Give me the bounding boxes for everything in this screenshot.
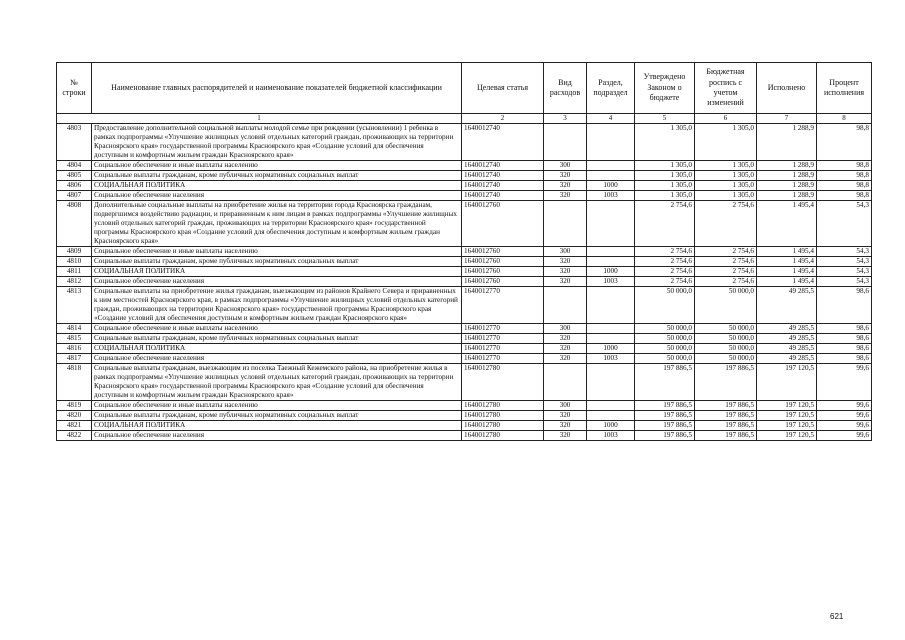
row-budget-schedule: 197 886,5 [695, 411, 757, 421]
row-number: 4819 [57, 401, 92, 411]
row-executed: 1 495,4 [757, 201, 817, 247]
row-target-article: 1640012770 [462, 344, 544, 354]
row-number: 4808 [57, 201, 92, 247]
row-section [587, 287, 635, 324]
row-percent: 98,6 [817, 354, 872, 364]
table-row [57, 431, 872, 441]
row-budget-schedule: 50 000,0 [695, 344, 757, 354]
row-number: 4821 [57, 421, 92, 431]
row-percent: 99,6 [817, 401, 872, 411]
row-section: 1003 [587, 277, 635, 287]
table-row [57, 421, 872, 431]
row-approved: 50 000,0 [635, 344, 695, 354]
row-budget-schedule: 197 886,5 [695, 431, 757, 441]
row-expense-type: 320 [544, 181, 587, 191]
row-budget-schedule: 50 000,0 [695, 354, 757, 364]
row-budget-schedule: 2 754,6 [695, 277, 757, 287]
row-number: 4815 [57, 334, 92, 344]
row-section [587, 201, 635, 247]
row-target-article: 1640012740 [462, 181, 544, 191]
row-expense-type: 320 [544, 431, 587, 441]
row-section [587, 247, 635, 257]
row-budget-schedule: 2 754,6 [695, 257, 757, 267]
row-target-article: 1640012760 [462, 257, 544, 267]
row-budget-schedule: 1 305,0 [695, 171, 757, 181]
row-name: Социальное обеспечение и иные выплаты населению [92, 324, 462, 334]
row-section: 1003 [587, 191, 635, 201]
row-number: 4816 [57, 344, 92, 354]
row-budget-schedule: 197 886,5 [695, 401, 757, 411]
row-executed: 1 495,4 [757, 257, 817, 267]
row-expense-type: 320 [544, 277, 587, 287]
header-percent: Процент исполнения [817, 63, 872, 114]
row-executed: 1 288,9 [757, 191, 817, 201]
row-executed: 1 288,9 [757, 161, 817, 171]
row-number: 4806 [57, 181, 92, 191]
row-target-article: 1640012760 [462, 247, 544, 257]
row-executed: 197 120,5 [757, 411, 817, 421]
row-executed: 49 285,5 [757, 287, 817, 324]
row-target-article: 1640012760 [462, 277, 544, 287]
row-expense-type: 320 [544, 257, 587, 267]
row-number: 4814 [57, 324, 92, 334]
row-percent: 54,3 [817, 247, 872, 257]
table-row [57, 181, 872, 191]
row-expense-type [544, 124, 587, 161]
column-number: 4 [587, 114, 635, 124]
row-approved: 50 000,0 [635, 287, 695, 324]
row-executed: 1 495,4 [757, 247, 817, 257]
row-approved: 50 000,0 [635, 324, 695, 334]
column-number-row [57, 114, 872, 124]
row-approved: 197 886,5 [635, 421, 695, 431]
row-approved: 1 305,0 [635, 191, 695, 201]
page-number: 621 [830, 612, 844, 621]
row-approved: 2 754,6 [635, 201, 695, 247]
row-number: 4820 [57, 411, 92, 421]
row-approved: 1 305,0 [635, 171, 695, 181]
row-percent: 99,6 [817, 421, 872, 431]
table-row [57, 344, 872, 354]
row-executed: 197 120,5 [757, 364, 817, 401]
header-row-number: № строки [57, 63, 92, 114]
row-percent: 54,3 [817, 277, 872, 287]
row-percent: 98,6 [817, 287, 872, 324]
table-row [57, 411, 872, 421]
row-expense-type: 320 [544, 411, 587, 421]
column-number: 1 [57, 114, 462, 124]
row-name: Социальное обеспечение и иные выплаты населению [92, 161, 462, 171]
row-approved: 2 754,6 [635, 277, 695, 287]
row-target-article: 1640012780 [462, 421, 544, 431]
row-target-article: 1640012770 [462, 354, 544, 364]
row-section [587, 411, 635, 421]
table-row [57, 161, 872, 171]
row-approved: 1 305,0 [635, 161, 695, 171]
row-target-article: 1640012770 [462, 287, 544, 324]
row-section: 1000 [587, 267, 635, 277]
column-number: 6 [695, 114, 757, 124]
row-budget-schedule: 197 886,5 [695, 364, 757, 401]
row-budget-schedule: 2 754,6 [695, 247, 757, 257]
header-executed: Исполнено [757, 63, 817, 114]
row-budget-schedule: 50 000,0 [695, 334, 757, 344]
row-executed: 197 120,5 [757, 421, 817, 431]
row-target-article: 1640012780 [462, 401, 544, 411]
row-section [587, 334, 635, 344]
row-name: Социальное обеспечение населения [92, 354, 462, 364]
row-percent: 98,6 [817, 344, 872, 354]
row-percent: 99,6 [817, 431, 872, 441]
row-target-article: 1640012760 [462, 201, 544, 247]
column-number: 3 [544, 114, 587, 124]
row-expense-type: 300 [544, 401, 587, 411]
row-number: 4817 [57, 354, 92, 364]
row-section [587, 171, 635, 181]
row-number: 4805 [57, 171, 92, 181]
row-expense-type: 320 [544, 267, 587, 277]
table-row [57, 247, 872, 257]
row-expense-type: 320 [544, 421, 587, 431]
row-target-article: 1640012740 [462, 124, 544, 161]
row-section: 1000 [587, 344, 635, 354]
row-section [587, 401, 635, 411]
row-approved: 197 886,5 [635, 431, 695, 441]
row-section [587, 257, 635, 267]
row-executed: 1 495,4 [757, 267, 817, 277]
row-budget-schedule: 1 305,0 [695, 161, 757, 171]
table-row [57, 257, 872, 267]
table-row [57, 171, 872, 181]
row-executed: 49 285,5 [757, 324, 817, 334]
row-executed: 1 288,9 [757, 181, 817, 191]
row-target-article: 1640012740 [462, 161, 544, 171]
row-expense-type: 320 [544, 334, 587, 344]
row-target-article: 1640012740 [462, 171, 544, 181]
row-executed: 1 288,9 [757, 124, 817, 161]
row-expense-type: 300 [544, 161, 587, 171]
row-percent: 54,3 [817, 267, 872, 277]
row-approved: 2 754,6 [635, 257, 695, 267]
row-percent: 98,8 [817, 191, 872, 201]
row-approved: 50 000,0 [635, 354, 695, 364]
row-name: Социальные выплаты гражданам, кроме публичных нормативных социальных выплат [92, 171, 462, 181]
row-number: 4822 [57, 431, 92, 441]
row-expense-type: 320 [544, 191, 587, 201]
row-name: Социальные выплаты гражданам, кроме публичных нормативных социальных выплат [92, 334, 462, 344]
row-budget-schedule: 1 305,0 [695, 124, 757, 161]
row-approved: 197 886,5 [635, 411, 695, 421]
row-budget-schedule: 50 000,0 [695, 324, 757, 334]
row-percent: 54,3 [817, 201, 872, 247]
row-executed: 49 285,5 [757, 354, 817, 364]
row-expense-type: 320 [544, 354, 587, 364]
header-section: Раздел, подраздел [587, 63, 635, 114]
row-number: 4811 [57, 267, 92, 277]
table-row [57, 124, 872, 161]
row-number: 4803 [57, 124, 92, 161]
table-row [57, 277, 872, 287]
row-budget-schedule: 50 000,0 [695, 287, 757, 324]
row-name: СОЦИАЛЬНАЯ ПОЛИТИКА [92, 181, 462, 191]
row-section: 1003 [587, 354, 635, 364]
row-name: Социальные выплаты гражданам, кроме публичных нормативных социальных выплат [92, 411, 462, 421]
row-name: Социальное обеспечение населения [92, 431, 462, 441]
row-percent: 98,8 [817, 181, 872, 191]
row-percent: 99,6 [817, 364, 872, 401]
row-target-article: 1640012760 [462, 267, 544, 277]
row-expense-type [544, 201, 587, 247]
row-approved: 2 754,6 [635, 247, 695, 257]
row-number: 4807 [57, 191, 92, 201]
table-row [57, 334, 872, 344]
row-executed: 197 120,5 [757, 401, 817, 411]
table-row [57, 267, 872, 277]
table-row [57, 364, 872, 401]
row-section [587, 324, 635, 334]
table-body [57, 124, 872, 441]
row-percent: 54,3 [817, 257, 872, 267]
row-executed: 49 285,5 [757, 344, 817, 354]
budget-table [56, 62, 872, 441]
row-target-article: 1640012780 [462, 431, 544, 441]
column-number: 8 [817, 114, 872, 124]
row-executed: 197 120,5 [757, 431, 817, 441]
row-name: СОЦИАЛЬНАЯ ПОЛИТИКА [92, 344, 462, 354]
row-name: Социальные выплаты гражданам, кроме публичных нормативных социальных выплат [92, 257, 462, 267]
column-number: 5 [635, 114, 695, 124]
row-name: Социальное обеспечение и иные выплаты населению [92, 401, 462, 411]
header-target-article: Целевая статья [462, 63, 544, 114]
row-percent: 98,6 [817, 334, 872, 344]
row-executed: 1 495,4 [757, 277, 817, 287]
table-header-row [57, 63, 872, 114]
row-percent: 99,6 [817, 411, 872, 421]
row-percent: 98,8 [817, 124, 872, 161]
row-approved: 1 305,0 [635, 181, 695, 191]
row-section: 1000 [587, 421, 635, 431]
header-budget-schedule: Бюджетная роспись с учетом изменений [695, 63, 757, 114]
row-name: Социальные выплаты гражданам, выезжающим из поселка Таежный Кежемского района, на приобретение жилья в рамках подпрограммы «Улучшение жилищных условий отдельных категорий граждан, проживающих на территории Красноярского края» государственной программы Красноярского края «Создание условий для обеспечения доступным и комфортным жильем граждан Красноярского края» [92, 364, 462, 401]
row-expense-type: 300 [544, 247, 587, 257]
row-number: 4818 [57, 364, 92, 401]
row-section [587, 124, 635, 161]
row-percent: 98,6 [817, 324, 872, 334]
row-name: Социальные выплаты на приобретение жилья гражданам, выезжающим из районов Крайнего Севера и приравненных к ним местностей Красноярского края, в рамках подпрограммы «Улучшение жилищных условий отдельных категорий граждан, проживающих на территории Красноярского края» государственной программы Красноярского края «Создание условий для обеспечения доступным и комфортным жильем граждан Красноярского края» [92, 287, 462, 324]
row-section: 1000 [587, 181, 635, 191]
table-row [57, 201, 872, 247]
row-target-article: 1640012780 [462, 411, 544, 421]
header-approved: Утверждено Законом о бюджете [635, 63, 695, 114]
column-number: 7 [757, 114, 817, 124]
row-approved: 2 754,6 [635, 267, 695, 277]
row-budget-schedule: 1 305,0 [695, 181, 757, 191]
row-approved: 50 000,0 [635, 334, 695, 344]
header-name: Наименование главных распорядителей и наименование показателей бюджетной классификации [92, 63, 462, 114]
row-approved: 1 305,0 [635, 124, 695, 161]
row-name: Социальное обеспечение населения [92, 191, 462, 201]
row-target-article: 1640012770 [462, 324, 544, 334]
row-approved: 197 886,5 [635, 401, 695, 411]
row-expense-type [544, 287, 587, 324]
row-percent: 98,8 [817, 171, 872, 181]
row-executed: 49 285,5 [757, 334, 817, 344]
table-row [57, 287, 872, 324]
row-target-article: 1640012770 [462, 334, 544, 344]
row-budget-schedule: 197 886,5 [695, 421, 757, 431]
row-name: Социальное обеспечение и иные выплаты населению [92, 247, 462, 257]
column-number: 2 [462, 114, 544, 124]
row-section: 1003 [587, 431, 635, 441]
row-name: Дополнительные социальные выплаты на приобретение жилья на территории города Красноярска гражданам, подвергшимся воздействию радиации, и приравненным к ним лицам в рамках подпрограммы «Улучшение жилищных условий отдельных категорий граждан, проживающих на территории Красноярского края» государственной программы Красноярского края «Создание условий для обеспечения доступным и комфортным жильем граждан Красноярского края» [92, 201, 462, 247]
table-row [57, 324, 872, 334]
row-name: Социальное обеспечение населения [92, 277, 462, 287]
row-budget-schedule: 2 754,6 [695, 267, 757, 277]
row-name: СОЦИАЛЬНАЯ ПОЛИТИКА [92, 267, 462, 277]
table-row [57, 401, 872, 411]
row-percent: 98,8 [817, 161, 872, 171]
row-number: 4804 [57, 161, 92, 171]
row-approved: 197 886,5 [635, 364, 695, 401]
row-budget-schedule: 2 754,6 [695, 201, 757, 247]
table-row [57, 191, 872, 201]
row-section [587, 364, 635, 401]
row-expense-type [544, 364, 587, 401]
row-expense-type: 300 [544, 324, 587, 334]
row-target-article: 1640012780 [462, 364, 544, 401]
row-name: Предоставление дополнительной социальной выплаты молодой семье при рождении (усыновлении) 1 ребенка в рамках подпрограммы «Улучшение жилищных условий отдельных категорий граждан, проживающих на территории Красноярского края» государственной программы Красноярского края «Создание условий для обеспечения доступным и комфортным жильем граждан Красноярского края» [92, 124, 462, 161]
header-expense-type: Вид расходов [544, 63, 587, 114]
row-number: 4810 [57, 257, 92, 267]
row-number: 4813 [57, 287, 92, 324]
row-target-article: 1640012740 [462, 191, 544, 201]
row-number: 4809 [57, 247, 92, 257]
table-row [57, 354, 872, 364]
row-name: СОЦИАЛЬНАЯ ПОЛИТИКА [92, 421, 462, 431]
row-expense-type: 320 [544, 344, 587, 354]
row-budget-schedule: 1 305,0 [695, 191, 757, 201]
row-expense-type: 320 [544, 171, 587, 181]
row-number: 4812 [57, 277, 92, 287]
row-section [587, 161, 635, 171]
row-executed: 1 288,9 [757, 171, 817, 181]
